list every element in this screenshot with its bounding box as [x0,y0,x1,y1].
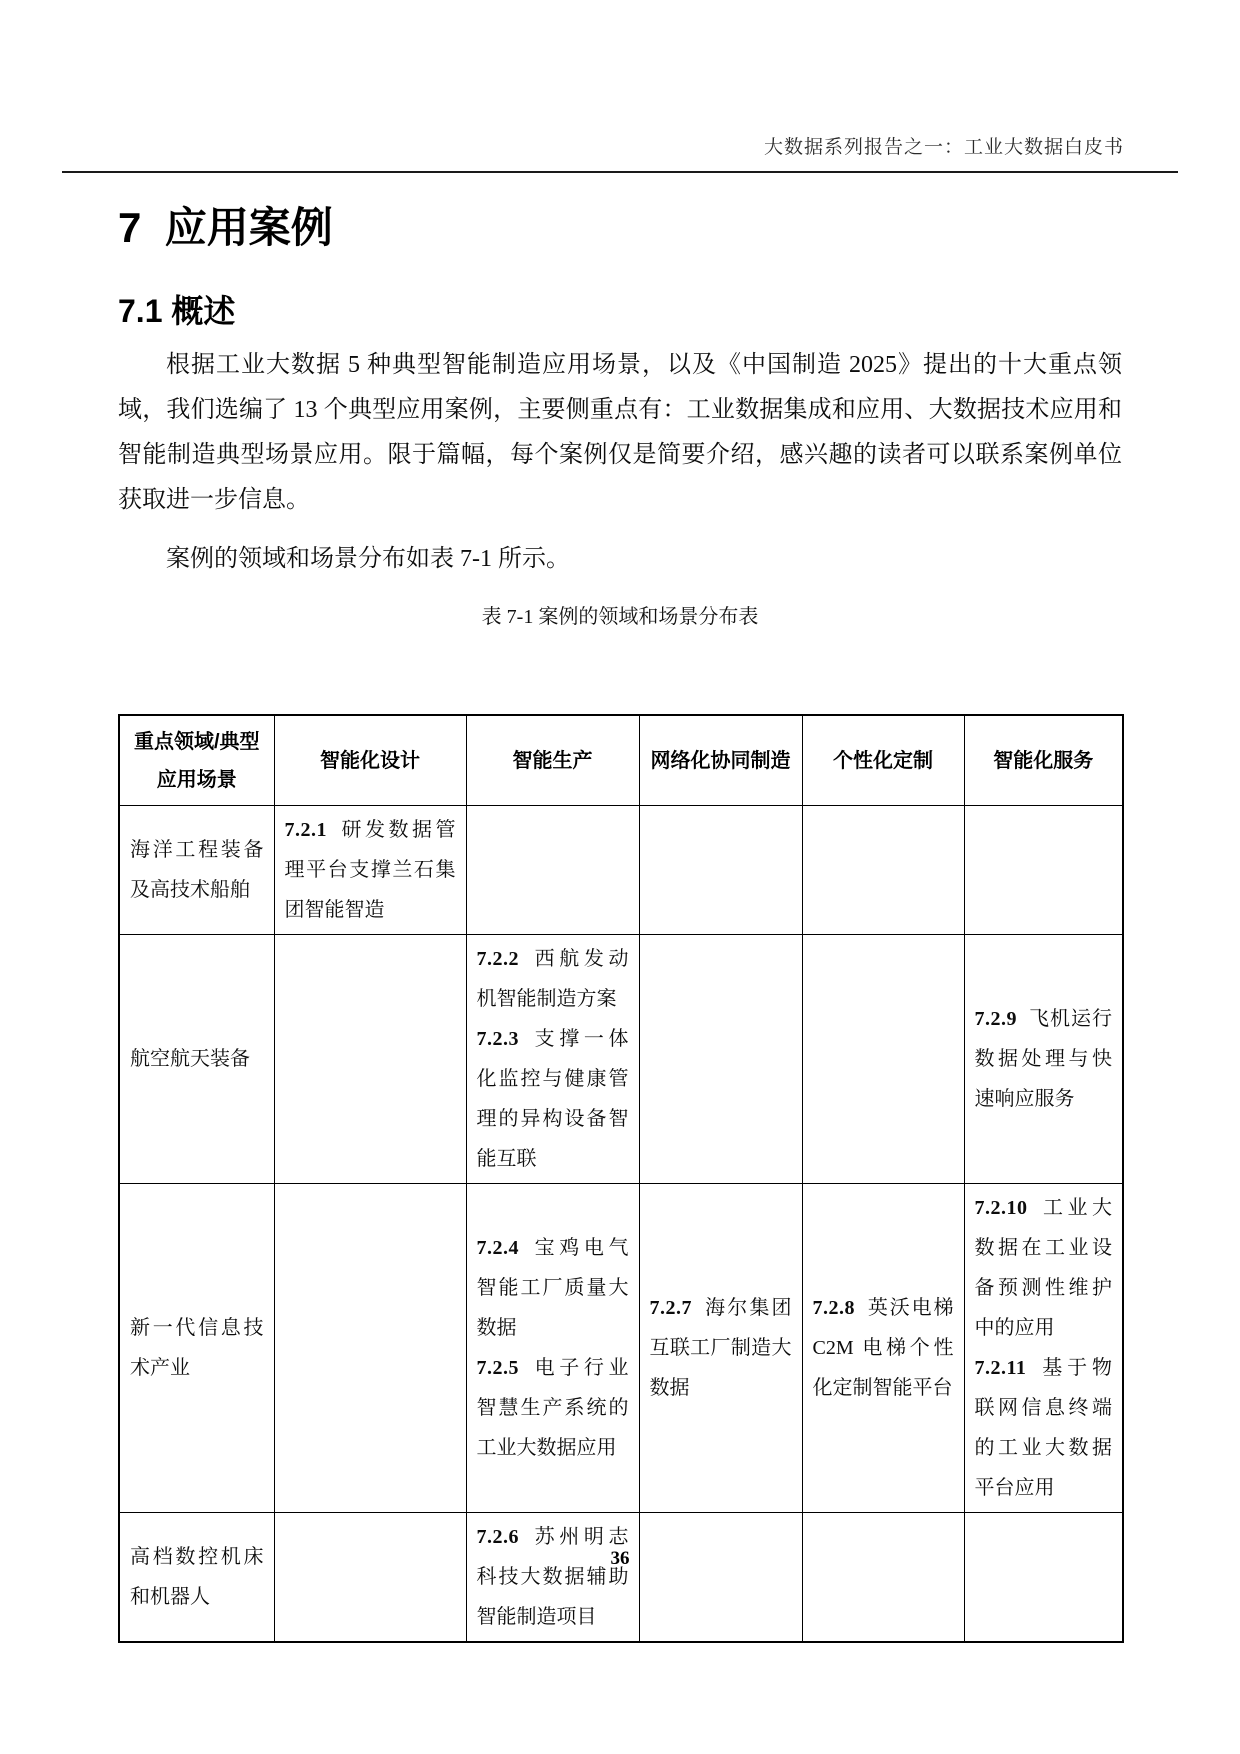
column-header-4: 个性化定制 [802,715,964,805]
case-entry-number: 7.2.4 [476,1236,519,1259]
table-row [119,805,1123,934]
case-entry [285,810,456,930]
case-cell [802,805,964,934]
case-cell [964,934,1123,1183]
table-row [119,934,1123,1183]
case-cell [274,1512,466,1642]
table-row [119,1183,1123,1512]
case-cell [274,934,466,1183]
column-header-2: 智能生产 [466,715,639,805]
case-cell [274,1183,466,1512]
case-entry-number: 7.2.10 [974,1196,1028,1219]
domain-cell: 高档数控机床和机器人 [119,1512,274,1642]
column-header-3: 网络化协同制造 [639,715,802,805]
case-entry [477,1019,629,1179]
table-header [119,715,1123,805]
case-entry-title: 飞机运行数据处理与快速响应服务 [974,1007,1112,1110]
case-cell [466,1512,639,1642]
page-number: 36 [610,1548,630,1569]
table-body [119,805,1123,1642]
domain-cell: 海洋工程装备及高技术船舶 [119,805,274,934]
case-entry-title: 苏州明志科技大数据辅助智能制造项目 [476,1525,629,1628]
case-cell [802,1183,964,1512]
case-entry-title: 工业大数据在工业设备预测性维护中的应用 [974,1196,1112,1339]
case-entry-number: 7.2.9 [974,1007,1017,1030]
case-cell [466,934,639,1183]
running-header-text: 大数据系列报告之一：工业大数据白皮书 [763,137,1124,158]
case-entry-title: 英沃电梯 C2M 电梯个性化定制智能平台 [812,1296,954,1399]
case-cell [964,805,1123,934]
case-entry-title: 支撑一体化监控与健康管理的异构设备智能互联 [476,1027,629,1170]
overview-paragraph-1: 根据工业大数据 5 种典型智能制造应用场景，以及《中国制造 2025》提出的十大重点领域，我们选编了 13 个典型应用案例，主要侧重点有：工业数据集成和应用、大数据技术应用和智能制造典型场景应用。限于篇幅，每个案例仅是简要介绍，感兴趣的读者可以联系案例单位获取进一步信息。 [118,352,1122,514]
table-row [119,1512,1123,1642]
case-entry-title: 基于物联网信息终端的工业大数据平台应用 [974,1356,1112,1499]
case-entry-title: 西航发动机智能制造方案 [476,947,629,1010]
case-entry [975,999,1113,1119]
case-entry [975,1188,1113,1348]
domain-cell: 新一代信息技术产业 [119,1183,274,1512]
running-header [62,0,1178,173]
case-entry [477,1517,629,1637]
case-entry [477,1228,629,1348]
table-caption: 表 7-1 案例的领域和场景分布表 [481,606,759,629]
section-title: 7.1 概述 [118,293,236,330]
case-entry [650,1288,792,1408]
case-cell [964,1512,1123,1642]
case-cell [274,805,466,934]
table-header-row [119,715,1123,805]
case-entry-number: 7.2.2 [476,947,519,970]
case-entry-number: 7.2.1 [284,818,327,841]
domain-cell: 航空航天装备 [119,934,274,1183]
case-entry-number: 7.2.8 [812,1296,855,1319]
case-cell [802,934,964,1183]
case-cell [639,1183,802,1512]
column-header-5: 智能化服务 [964,715,1123,805]
case-entry-number: 7.2.5 [476,1356,519,1379]
case-entry-number: 7.2.3 [476,1027,519,1050]
case-cell [639,1512,802,1642]
case-cell [639,934,802,1183]
case-entry-title: 海尔集团互联工厂制造大数据 [649,1296,792,1399]
case-entry-number: 7.2.6 [476,1525,519,1548]
case-entry-title: 宝鸡电气智能工厂质量大数据 [476,1236,629,1339]
case-entry [813,1288,954,1408]
case-cell [466,805,639,934]
case-entry-title: 研发数据管理平台支撑兰石集团智能智造 [284,818,456,921]
case-entry-number: 7.2.11 [974,1356,1027,1379]
case-entry [975,1348,1113,1508]
column-header-0: 重点领域/典型应用场景 [119,715,274,805]
case-entry-number: 7.2.7 [649,1296,692,1319]
column-header-1: 智能化设计 [274,715,466,805]
case-entry [477,1348,629,1468]
case-entry [477,939,629,1019]
chapter-title: 7 应用案例 [118,204,333,251]
case-cell [802,1512,964,1642]
overview-paragraph-2: 案例的领域和场景分布如表 7-1 所示。 [166,546,570,573]
cases-distribution-table [118,714,1124,1643]
case-cell [466,1183,639,1512]
case-cell [964,1183,1123,1512]
case-entry-title: 电子行业智慧生产系统的工业大数据应用 [476,1356,629,1459]
case-cell [639,805,802,934]
